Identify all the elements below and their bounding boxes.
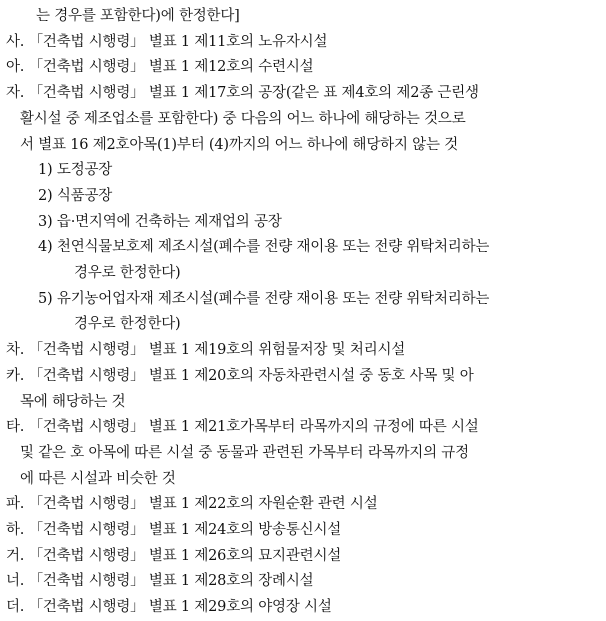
text-line-15: 카. 「건축법 시행령」 별표 1 제20호의 자동차관련시설 중 동호 사목 및 아 [6, 367, 474, 384]
text-line-1: 는 경우를 포함한다)에 한정한다] [36, 8, 240, 24]
text-line-17: 타. 「건축법 시행령」 별표 1 제21호가목부터 라목까지의 규정에 따른 시설 [6, 419, 479, 436]
text-line-12: 5) 유기농어업자재 제조시설(폐수를 전량 재이용 또는 전량 위탁처리하는 [38, 290, 490, 307]
text-line-24: 더. 「건축법 시행령」 별표 1 제29호의 야영장 시설 [6, 599, 332, 616]
text-line-4: 자. 「건축법 시행령」 별표 1 제17호의 공장(같은 표 제4호의 제2종 근린생 [6, 85, 479, 102]
text-line-7: 1) 도정공장 [38, 162, 113, 179]
text-line-2: 사. 「건축법 시행령」 별표 1 제11호의 노유자시설 [6, 33, 328, 50]
text-line-18: 및 같은 호 아목에 따른 시설 중 동물과 관련된 가목부터 라목까지의 규정 [20, 444, 469, 461]
text-line-9: 3) 읍·면지역에 건축하는 제재업의 공장 [38, 213, 282, 230]
text-line-3: 아. 「건축법 시행령」 별표 1 제12호의 수련시설 [6, 59, 314, 76]
document-body [6, 4, 598, 621]
text-line-13: 경우로 한정한다) [74, 316, 181, 333]
text-line-21: 하. 「건축법 시행령」 별표 1 제24호의 방송통신시설 [6, 522, 342, 539]
text-line-19: 에 따른 시설과 비슷한 것 [20, 470, 176, 487]
text-line-23: 너. 「건축법 시행령」 별표 1 제28호의 장례시설 [6, 573, 314, 590]
text-line-8: 2) 식품공장 [38, 187, 113, 204]
text-line-22: 거. 「건축법 시행령」 별표 1 제26호의 묘지관련시설 [6, 547, 342, 564]
text-line-14: 차. 「건축법 시행령」 별표 1 제19호의 위험물저장 및 처리시설 [6, 342, 406, 359]
text-line-16: 목에 해당하는 것 [20, 393, 126, 410]
text-line-20: 파. 「건축법 시행령」 별표 1 제22호의 자원순환 관련 시설 [6, 496, 378, 513]
text-line-11: 경우로 한정한다) [74, 265, 181, 282]
text-line-5: 활시설 중 제조업소를 포함한다) 중 다음의 어느 하나에 해당하는 것으로 [20, 110, 466, 127]
text-line-10: 4) 천연식물보호제 제조시설(폐수를 전량 재이용 또는 전량 위탁처리하는 [38, 239, 490, 256]
text-line-6: 서 별표 16 제2호아목(1)부터 (4)까지의 어느 하나에 해당하지 않는 것 [20, 136, 459, 153]
